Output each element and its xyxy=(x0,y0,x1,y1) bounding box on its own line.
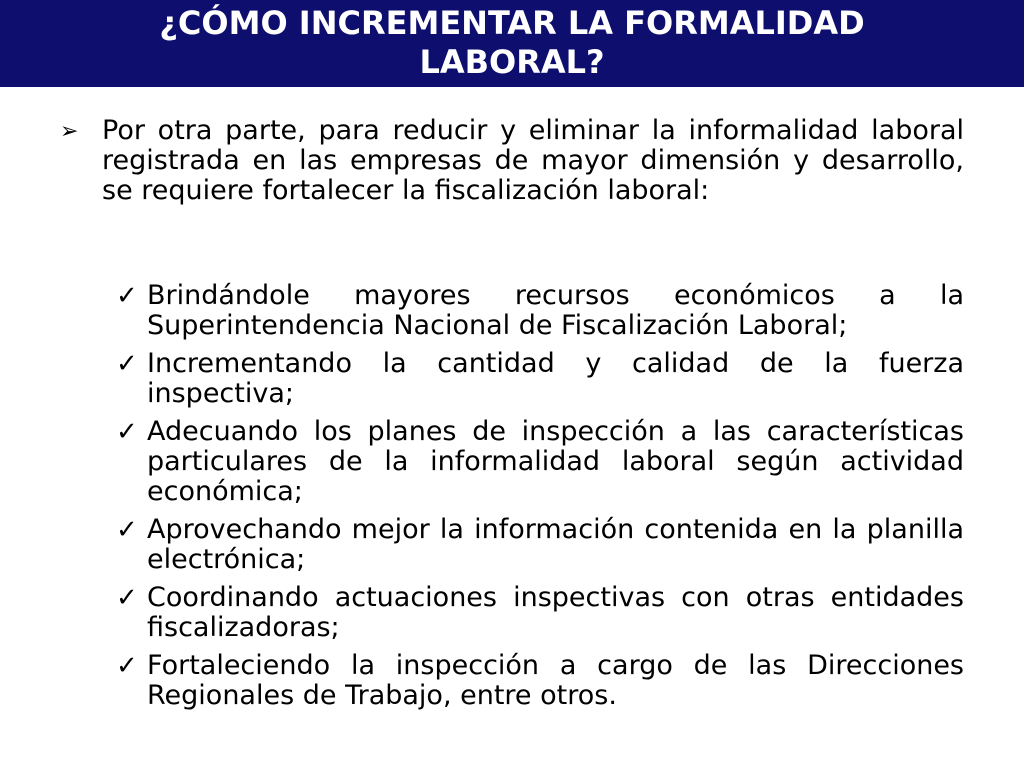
checklist-item xyxy=(116,281,964,341)
action-checklist xyxy=(116,281,964,719)
check-icon: ✓ xyxy=(116,417,138,447)
checklist-item xyxy=(116,417,964,507)
title-bar xyxy=(0,0,1024,87)
intro-paragraph xyxy=(60,116,964,206)
check-icon: ✓ xyxy=(116,583,138,613)
checklist-item xyxy=(116,349,964,409)
checklist-item-text: Incrementando la cantidad y calidad de la fuerza inspectiva; xyxy=(147,348,964,409)
checklist-item-text: Adecuando los planes de inspección a las características particulares de la informalidad laboral según actividad económica; xyxy=(147,416,964,507)
intro-text: Por otra parte, para reducir y eliminar la informalidad laboral registrada en las empresas de mayor dimensión y desarrollo, se requiere fortalecer la fiscalización laboral: xyxy=(102,115,964,206)
checklist-item-text: Aprovechando mejor la información contenida en la planilla electrónica; xyxy=(147,514,964,575)
slide-title xyxy=(62,4,962,82)
checklist-item-text: Coordinando actuaciones inspectivas con otras entidades fiscalizadoras; xyxy=(147,582,964,643)
check-icon: ✓ xyxy=(116,349,138,379)
checklist-item xyxy=(116,515,964,575)
slide-title-line-1: ¿CÓMO INCREMENTAR LA FORMALIDAD xyxy=(159,3,865,42)
checklist-item-text: Fortaleciendo la inspección a cargo de las Direcciones Regionales de Trabajo, entre otros. xyxy=(147,650,964,711)
arrowhead-bullet-icon: ➢ xyxy=(60,119,79,144)
check-icon: ✓ xyxy=(116,515,138,545)
check-icon: ✓ xyxy=(116,281,138,311)
check-icon: ✓ xyxy=(116,651,138,681)
checklist-item xyxy=(116,583,964,643)
checklist-item xyxy=(116,651,964,711)
slide-title-line-2: LABORAL? xyxy=(419,42,605,81)
checklist-item-text: Brindándole mayores recursos económicos a la Superintendencia Nacional de Fiscalización Laboral; xyxy=(147,280,964,341)
